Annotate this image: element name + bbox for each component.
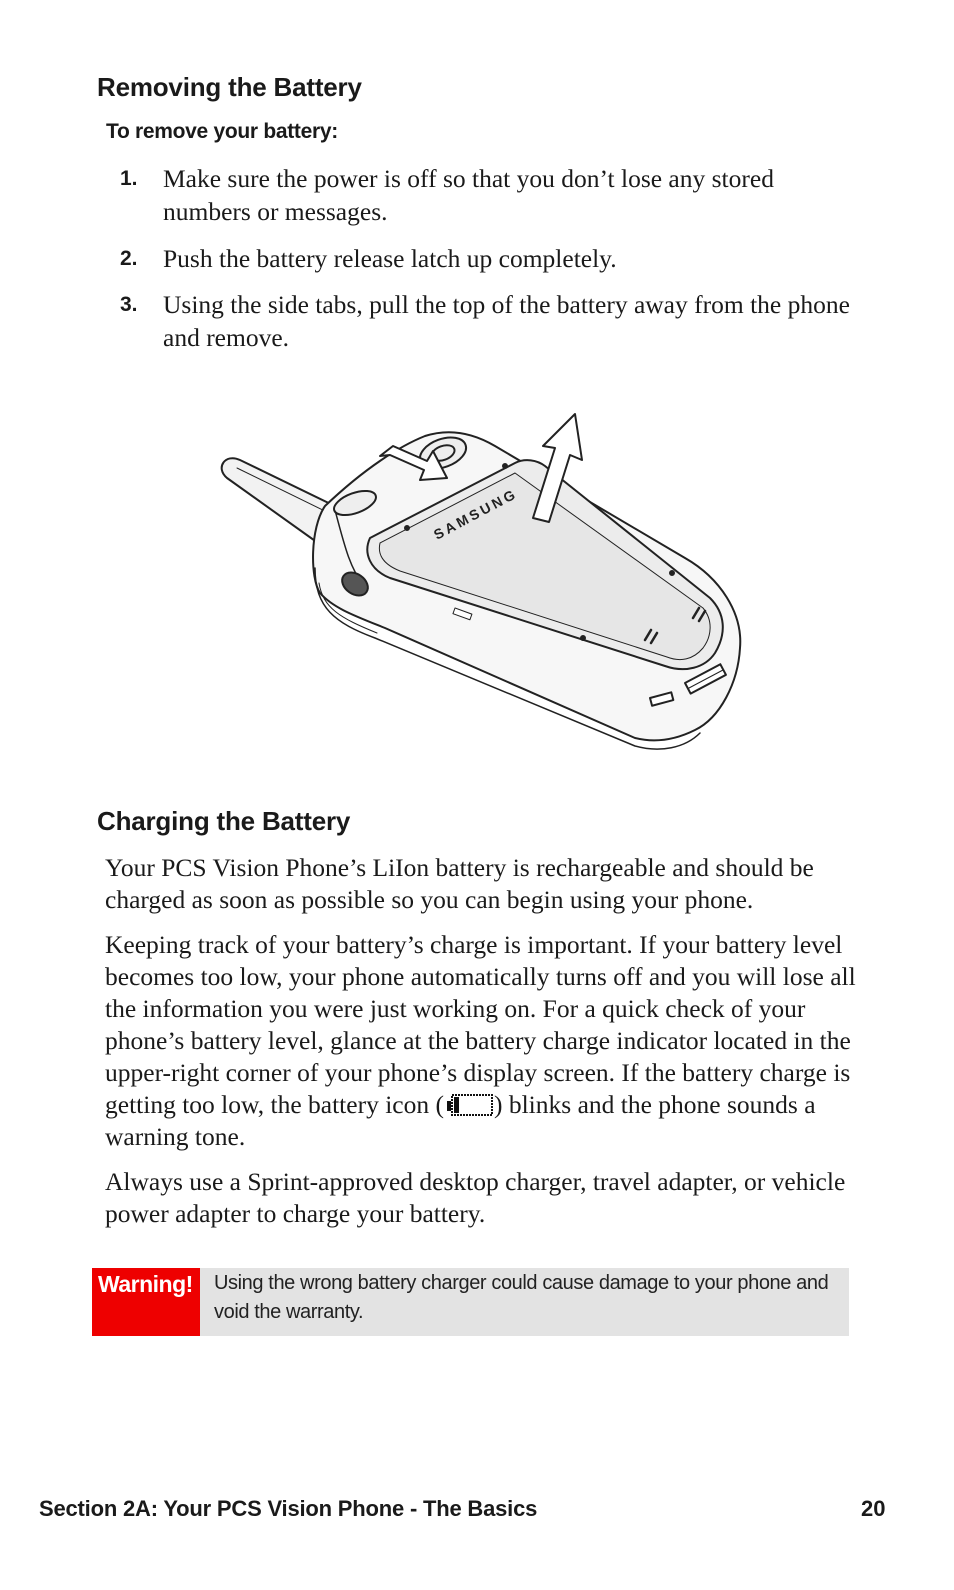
warning-callout xyxy=(92,1268,849,1336)
step-number: 3. xyxy=(120,293,138,316)
section-heading-charging-battery: Charging the Battery xyxy=(97,806,351,836)
paragraph-text: ) blinks and the phone sounds a warning tone. xyxy=(105,1090,816,1151)
battery-low-icon xyxy=(444,1093,494,1117)
step-text: Push the battery release latch up completely. xyxy=(163,244,617,273)
battery-brand-label: SAMSUNG xyxy=(430,485,521,543)
warning-text: Using the wrong battery charger could cause damage to your phone and void the warranty. xyxy=(214,1272,829,1323)
instruction-heading: To remove your battery: xyxy=(106,120,338,143)
step-item xyxy=(120,242,850,275)
step-item xyxy=(120,288,850,354)
section-heading-removing-battery: Removing the Battery xyxy=(97,72,362,102)
paragraph-text: Keeping track of your battery’s charge is important. If your battery level becomes too low, your phone automatically turns off and you will lose all the information you were just working on. For a quick check of your phone’s battery level, glance at the battery charge indicator located in the upper-right corner of your phone’s display screen. If the battery charge is getting too low, the battery icon ( xyxy=(105,930,856,1119)
charging-paragraph-1: Your PCS Vision Phone’s LiIon battery is rechargeable and should be charged as soon as possible so you can begin using your phone. xyxy=(105,853,814,914)
step-number: 1. xyxy=(120,167,138,190)
charging-paragraph-2 xyxy=(105,929,875,1153)
step-text: Make sure the power is off so that you don’t lose any stored numbers or messages. xyxy=(163,164,774,226)
phone-battery-removal-illustration xyxy=(215,408,750,753)
footer-section-title: Section 2A: Your PCS Vision Phone - The Basics xyxy=(39,1496,538,1521)
step-item xyxy=(120,162,850,228)
page-number: 20 xyxy=(861,1496,886,1521)
step-number: 2. xyxy=(120,247,138,270)
charging-paragraph-3: Always use a Sprint-approved desktop charger, travel adapter, or vehicle power adapter to charge your battery. xyxy=(105,1167,846,1228)
step-text: Using the side tabs, pull the top of the battery away from the phone and remove. xyxy=(163,290,850,352)
warning-label: Warning! xyxy=(92,1268,200,1336)
